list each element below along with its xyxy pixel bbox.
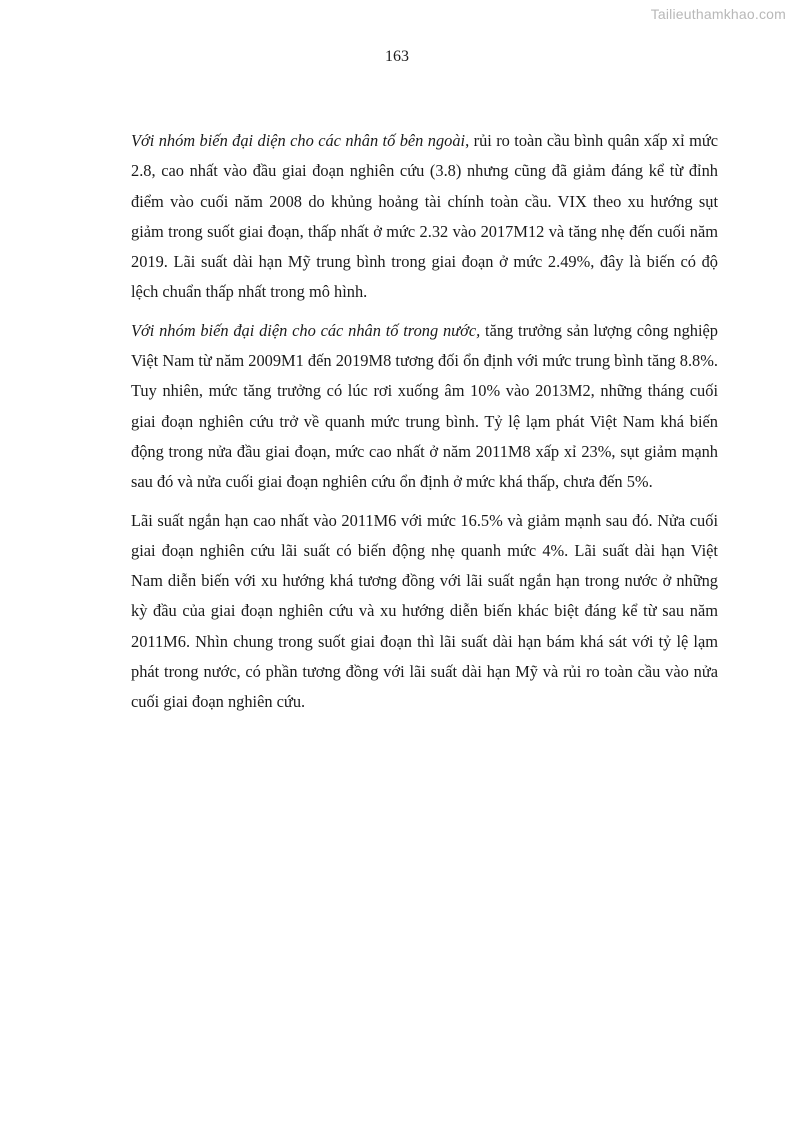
paragraph-text: tăng trưởng sản lượng công nghiệp Việt Nam từ năm 2009M1 đến 2019M8 tương đối ổn định với mức trung bình tăng 8.8%. Tuy nhiên, mức tăng trưởng có lúc rơi xuống âm 10% vào 2013M2, những tháng cuối giai đoạn nghiên cứu trở về quanh mức trung bình. Tỷ lệ lạm phát Việt Nam khá biến động trong nửa đầu giai đoạn, mức cao nhất ở năm 2011M8 xấp xỉ 23%, sụt giảm mạnh sau đó và nửa cuối giai đoạn nghiên cứu ổn định ở mức khá thấp, chưa đến 5%. [131, 320, 719, 492]
paragraph [131, 126, 718, 308]
paragraph [131, 506, 718, 718]
watermark: Tailieuthamkhao.com [650, 6, 786, 22]
page-number: 163 [385, 48, 409, 65]
body-text [131, 126, 718, 726]
paragraph-text: Lãi suất ngắn hạn cao nhất vào 2011M6 với mức 16.5% và giảm mạnh sau đó. Nửa cuối giai đoạn nghiên cứu lãi suất có biến động nhẹ quanh mức 4%. Lãi suất dài hạn Việt Nam diễn biến với xu hướng khá tương đồng với lãi suất ngắn hạn trong nước ở những kỳ đầu của giai đoạn nghiên cứu và xu hướng diễn biến khác biệt đáng kể từ sau năm 2011M6. Nhìn chung trong suốt giai đoạn thì lãi suất dài hạn bám khá sát với tỷ lệ lạm phát trong nước, có phần tương đồng với lãi suất dài hạn Mỹ và rủi ro toàn cầu vào nửa cuối giai đoạn nghiên cứu. [131, 510, 718, 712]
paragraph-lead-italic: Với nhóm biến đại diện cho các nhân tố trong nước, [131, 320, 481, 340]
paragraph-lead-italic: Với nhóm biến đại diện cho các nhân tố bên ngoài [131, 131, 466, 150]
paragraph-text: , rủi ro toàn cầu bình quân xấp xỉ mức 2.8, cao nhất vào đầu giai đoạn nghiên cứu (3.8) nhưng cũng đã giảm đáng kể từ đỉnh điểm vào cuối năm 2008 do khủng hoảng tài chính toàn cầu. VIX theo xu hướng sụt giảm trong suốt giai đoạn, thấp nhất ở mức 2.32 vào 2017M12 và tăng nhẹ đến cuối năm 2019. Lãi suất dài hạn Mỹ trung bình trong giai đoạn ở mức 2.49%, đây là biến có độ lệch chuẩn thấp nhất trong mô hình. [131, 131, 718, 302]
paragraph [131, 316, 718, 498]
